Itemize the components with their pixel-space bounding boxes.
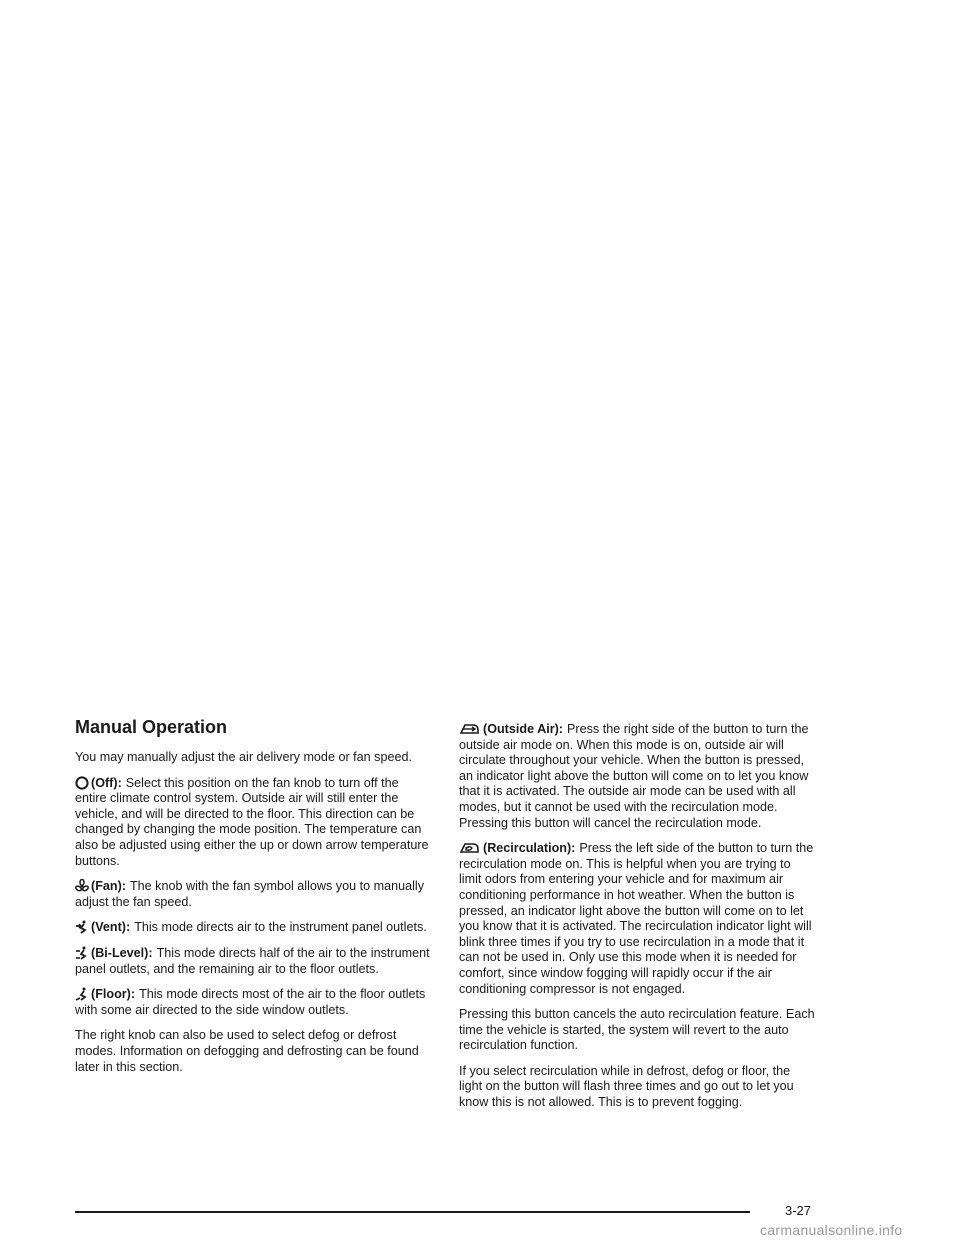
footer-rule xyxy=(75,1211,750,1213)
off-term: (Off): xyxy=(91,775,122,790)
recirculation-icon xyxy=(459,841,481,855)
right-column xyxy=(459,722,815,1121)
fan-text: The knob with the fan symbol allows you to manually adjust the fan speed. xyxy=(75,879,424,909)
floor-mode-icon xyxy=(75,987,89,1001)
off-text: Select this position on the fan knob to turn off the entire climate control system. Outside air will still enter the vehicle, and will be directed to the floor. This direction can be changed by changing the mode position. The temperature can also be adjusted using either the up or down arrow temperature buttons. xyxy=(75,775,429,868)
outside-air-icon xyxy=(459,722,481,736)
fan-term: (Fan): xyxy=(91,879,126,894)
page-number: 3-27 xyxy=(785,1203,812,1218)
bilevel-text: This mode directs half of the air to the instrument panel outlets, and the remaining air to the floor outlets. xyxy=(75,945,430,976)
floor-text: This mode directs most of the air to the floor outlets with some air directed to the side window outlets. xyxy=(75,987,426,1017)
off-paragraph xyxy=(75,776,431,870)
left-column xyxy=(75,716,431,1085)
floor-paragraph xyxy=(75,987,431,1018)
defrost-note-paragraph: If you select recirculation while in defrost, defog or floor, the light on the button will flash three times and go out to let you know this is not allowed. This is to prevent fogging. xyxy=(459,1063,794,1110)
bilevel-paragraph xyxy=(75,946,431,977)
fan-paragraph xyxy=(75,879,431,910)
outside-air-paragraph xyxy=(459,722,815,831)
defog-paragraph: The right knob can also be used to select defog or defrost modes. Information on defogging and defrosting can be found later in this section. xyxy=(75,1028,419,1074)
bilevel-term: (Bi-Level): xyxy=(91,945,153,960)
vent-mode-icon xyxy=(75,920,89,934)
power-circle-icon xyxy=(75,776,89,790)
recirculation-paragraph xyxy=(459,841,815,997)
outside-air-term: (Outside Air): xyxy=(483,722,563,736)
section-title: Manual Operation xyxy=(75,717,228,737)
vent-text: This mode directs air to the instrument panel outlets. xyxy=(134,920,427,935)
watermark: carmanualsonline.info xyxy=(760,1222,903,1238)
intro-paragraph: You may manually adjust the air delivery mode or fan speed. xyxy=(75,750,412,764)
bi-level-mode-icon xyxy=(75,946,89,960)
auto-recirculation-paragraph: Pressing this button cancels the auto recirculation feature. Each time the vehicle is started, the system will revert to the auto recirculation function. xyxy=(459,1007,815,1053)
fan-icon xyxy=(75,879,89,893)
floor-term: (Floor): xyxy=(91,987,136,1002)
recirculation-term: (Recirculation): xyxy=(483,841,576,856)
vent-paragraph xyxy=(75,920,431,936)
vent-term: (Vent): xyxy=(91,920,131,935)
outside-air-text: Press the right side of the button to turn the outside air mode on. When this mode is on, outside air will circulate throughout your vehicle. When the button is pressed, an indicator light above the button will come on to let you know that it is activated. The outside air mode can be used with all modes, but it cannot be used with the recirculation mode. Pressing this button will cancel the recirculation mode. xyxy=(459,722,809,830)
recirculation-text: Press the left side of the button to turn the recirculation mode on. This is helpful when you are trying to limit odors from entering your vehicle and for maximum air conditioning performance in hot weather. When the button is pressed, an indicator light above the button will come on to let you know that it is activated. The recirculation indicator light will blink three times if you try to use recirculation in a mode that it can not be used in. Only use this mode when it is needed for comfort, since window fogging will rapidly occur if the air conditioning compressor is not engaged. xyxy=(459,841,814,996)
